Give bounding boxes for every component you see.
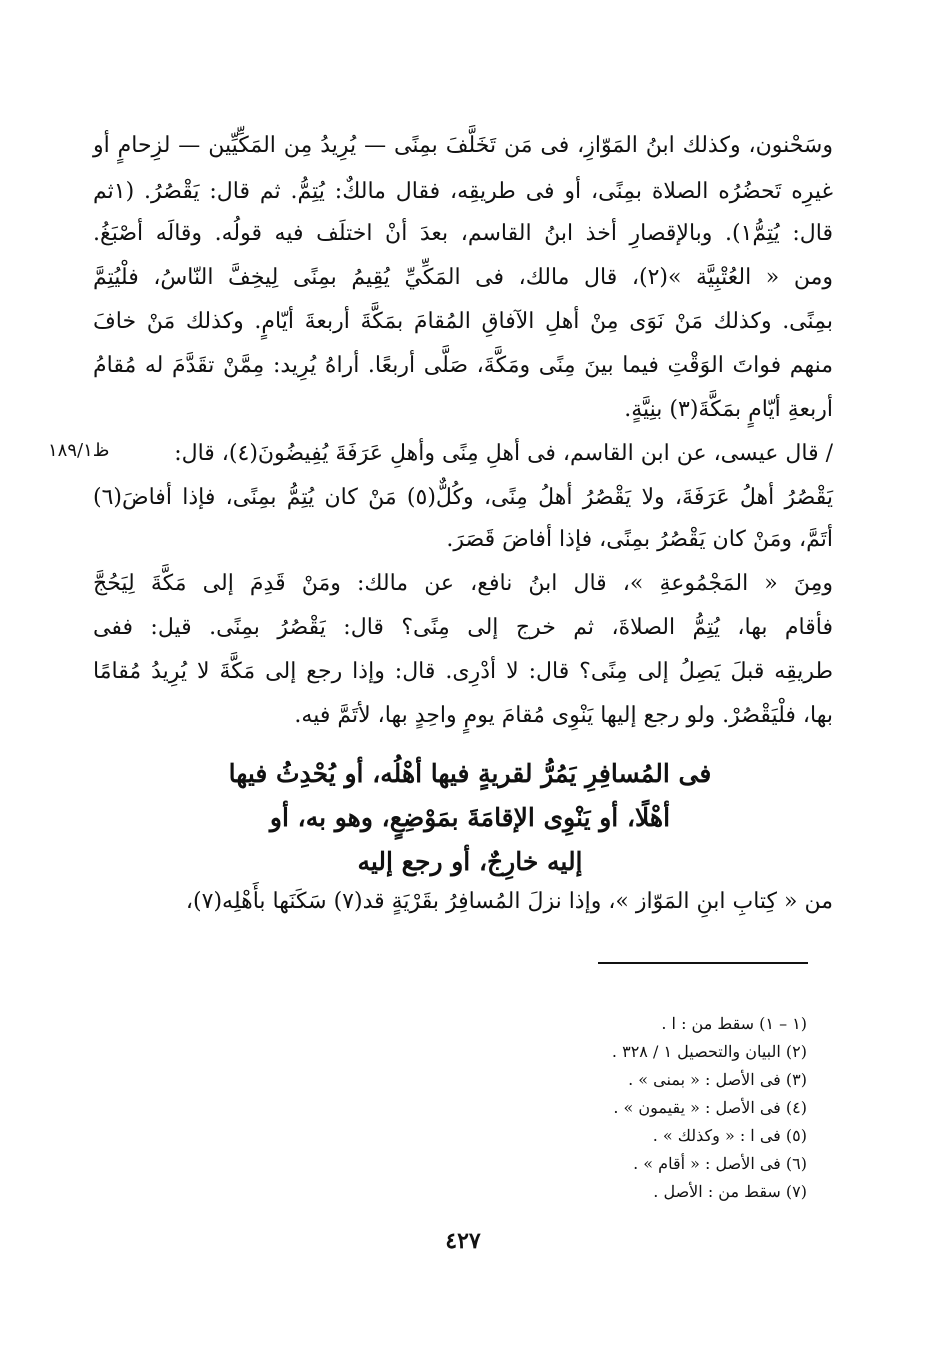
- body-line-11: ومِنَ « المَجْمُوعةِ »، قال ابنُ نافع، عن مالك: ومَنْ قَدِمَ إلى مَكَّةَ لِيَحُجَّ: [93, 571, 833, 596]
- body-line-8: / قال عيسى، عن ابن القاسم، فى أهلِ مِنًى وأهلِ عَرَفَةَ يُفِيضُونَ(٤)، قال:: [174, 441, 833, 466]
- footnote-6: (٦) فى الأصل : « أقام » .: [633, 1154, 807, 1173]
- body-line-13: طريقِه قبلَ يَصِلُ إلى مِنًى؟ قال: لا أدْرِى. قال: وإذا رجع إلى مَكَّةَ لا يُرِيدُ مُقامًا: [93, 659, 833, 684]
- body-line-9: يَقْصُرُ أهلُ عَرَفَةَ، ولا يَقْصُرُ أهلُ مِنًى، وكُلٌّ(٥) مَنْ كان يُتِمُّ بمِنًى، فإذا أفاضَ(٦): [93, 485, 833, 510]
- body-line-6: منهم فواتَ الوَقْتِ فيما بينَ مِنًى ومَكَّةَ، صَلَّى أربعًا. أراهُ يُرِيد: مِمَّنْ تقَدَّمَ له مُقامُ: [93, 353, 833, 378]
- body-line-10: أتَمَّ، ومَنْ كان يَقْصُرُ بمِنًى، فإذا أفاضَ قَصَرَ.: [446, 527, 833, 552]
- body-line-14: بها، فلْيَقْصُرْ. ولو رجع إليها يَنْوِى مُقامَ يومٍ واحِدٍ بها، لأتَمَّ فيه.: [294, 703, 833, 728]
- section-heading-line-2: أهْلًا، أو يَنْوِى الإقامَةَ بمَوْضِعٍ، وهو به، أو: [269, 803, 671, 832]
- footnote-2: (٢) البيان والتحصيل ١ / ٣٢٨ .: [611, 1042, 807, 1061]
- page-number: ٤٢٧: [445, 1228, 481, 1254]
- footnote-separator: [598, 962, 808, 964]
- footnote-5: (٥) فى ا : « وكذلك » .: [652, 1126, 807, 1145]
- body-line-2: غيرِه تَحضُرُه الصلاة بمِنًى، أو فى طريقِه، فقال مالكٌ: يُتِمُّ. ثم قال: يَقْصُرُ. (١ثم: [93, 179, 833, 204]
- section-heading-line-1: فى المُسافِرِ يَمُرُّ لقريةٍ فيها أهْلُه، أو يُحْدِثُ فيها: [228, 759, 712, 788]
- section-heading-line-3: إليه خارِجٌ، أو رجع إليه: [357, 847, 583, 876]
- body-line-5: بمِنًى. وكذلك مَنْ نَوَى مِنْ أهلِ الآفاقِ المُقامَ بمَكَّةَ أربعةَ أيّامٍ. وكذلك مَنْ خافَ: [93, 309, 833, 334]
- body-line-7: أربعةِ أيّامٍ بمَكَّةَ(٣) بنِيَّةٍ.: [624, 397, 833, 422]
- body-line-12: فأقام بها، يُتِمُّ الصلاةَ، ثم خرج إلى مِنًى؟ قال: يَقْصُرُ بمِنًى. قيل: ففى: [93, 615, 833, 640]
- body-line-3: قال: يُتِمُّ١). وبالإقصارِ أخذ ابنُ القاسم، بعدَ أنْ اختلَف فيه قولُه. وقالَه أصْبَغُ.: [93, 221, 833, 246]
- body-line-1: وسَحْنون، وكذلك ابنُ المَوّازِ، فى مَن تَخَلَّفَ بمِنًى — يُرِيدُ مِن المَكِّيِّين — لزِحامٍ أو: [93, 133, 833, 158]
- margin-folio-note: ظ١٨٩/١: [48, 440, 110, 461]
- footnote-3: (٣) فى الأصل : « بمنى » .: [628, 1070, 807, 1089]
- body-after-heading: من « كِتابِ ابنِ المَوّاز »، وإذا نزلَ المُسافِرُ بقَرْيَةٍ قد(٧) سَكَنَها بأَهْلِه(٧)،: [185, 889, 833, 914]
- footnote-1: (١ – ١) سقط من : ا .: [661, 1014, 807, 1033]
- footnote-4: (٤) فى الأصل : « يقيمون » .: [613, 1098, 807, 1117]
- body-line-4: ومن « العُتْبِيَّة »(٢)، قال مالك، فى المَكِّيِّ يُقِيمُ بمِنًى لِيخِفَّ النّاسُ، فلْيُتِمَّ: [93, 265, 834, 290]
- footnote-7: (٧) سقط من : الأصل .: [653, 1182, 807, 1201]
